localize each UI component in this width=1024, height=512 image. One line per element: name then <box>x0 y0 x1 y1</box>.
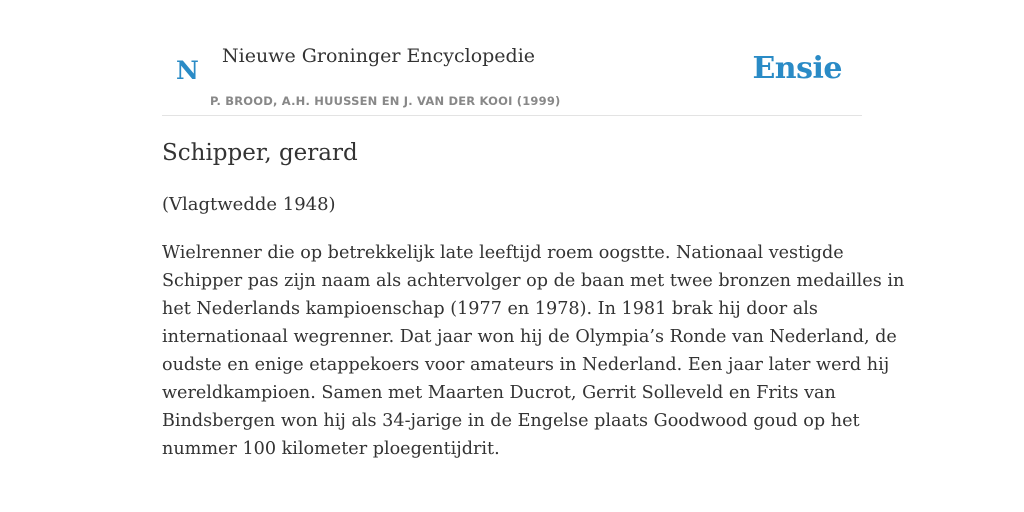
body-line: Schipper pas zijn naam als achtervolger op de baan met twee bronzen medailles in <box>162 271 905 291</box>
body-line: nummer 100 kilometer ploegentijdrit. <box>162 439 500 459</box>
entry-title: Schipper, gerard <box>162 140 358 166</box>
book-logo[interactable]: N <box>176 56 199 85</box>
body-line: Wielrenner die op betrekkelijk late leeftijd roem oogstte. Nationaal vestigde <box>162 243 844 263</box>
entry-card <box>162 0 905 512</box>
body-line: het Nederlands kampioenschap (1977 en 1978). In 1981 brak hij door als <box>162 299 818 319</box>
body-line: internationaal wegrenner. Dat jaar won hij de Olympia’s Ronde van Nederland, de <box>162 327 897 347</box>
body-line: wereldkampioen. Samen met Maarten Ducrot, Gerrit Solleveld en Frits van <box>162 383 836 403</box>
body-line: oudste en enige etappekoers voor amateurs in Nederland. Een jaar later werd hij <box>162 355 890 375</box>
brand-logo[interactable]: Ensie <box>752 51 842 86</box>
book-authors: P. BROOD, A.H. HUUSSEN EN J. VAN DER KOOI (1999) <box>210 94 561 108</box>
body-line: Bindsbergen won hij als 34-jarige in de Engelse plaats Goodwood goud op het <box>162 411 860 431</box>
entry-subtitle: (Vlagtwedde 1948) <box>162 194 336 215</box>
entry-body <box>162 239 905 463</box>
book-title[interactable]: Nieuwe Groninger Encyclopedie <box>222 45 536 67</box>
page-header <box>162 0 862 116</box>
